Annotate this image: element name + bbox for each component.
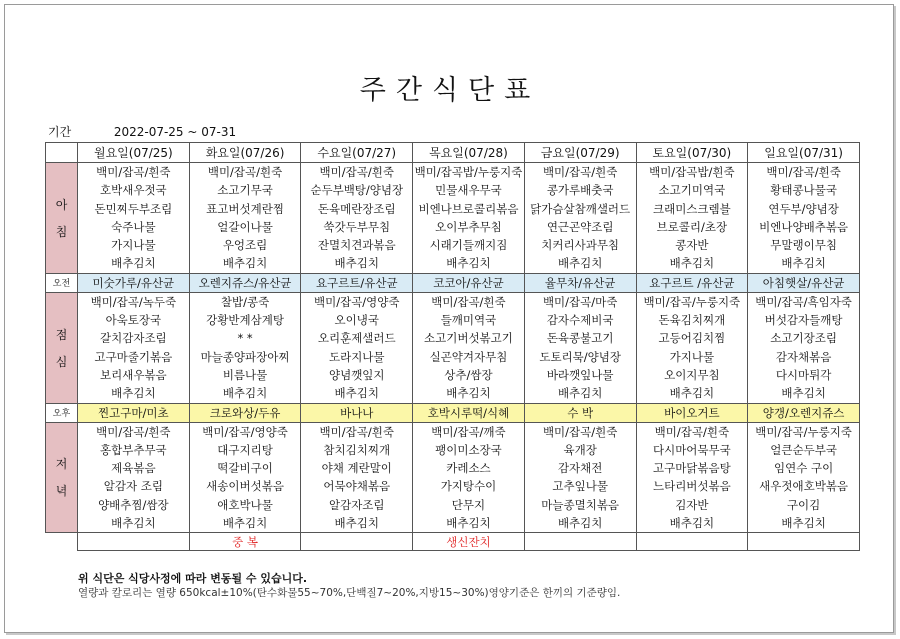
menu-item: 순두부백탕/양념장 [310,183,404,198]
menu-item: 백미/잡곡/흰죽 [542,165,618,179]
pm_snack-item: 찐고구마/미초 [78,403,190,422]
menu-item: 참치김치찌개 [323,442,391,457]
menu-item: 배추김치 [781,386,826,401]
breakfast-day-cell [524,163,636,274]
day-header: 수요일(07/27) [301,143,413,163]
menu-item: 배추김치 [446,516,491,531]
menu-item: 콩가루배춧국 [546,183,614,198]
day-header: 토요일(07/30) [636,143,748,163]
special-note: 생신잔치 [413,533,525,551]
menu-item: 백미/잡곡/흰죽 [96,165,171,179]
pm_snack-item: 호박시루떡/식혜 [413,403,525,422]
menu-item: 백미/잡곡밥/누룽지죽 [414,165,523,179]
day-header-row [46,143,860,163]
am_snack-item: 미숫가루/유산균 [78,273,190,292]
breakfast-label [46,163,78,274]
menu-item: 소고기무국 [217,183,273,198]
am_snack-item: 오렌지쥬스/유산균 [189,273,301,292]
menu-item: 배추김치 [557,386,603,401]
menu-item: 배추김치 [557,516,603,531]
pm_snack-item: 양갱/오렌지쥬스 [748,403,860,422]
menu-item: 오리훈제샐러드 [317,331,396,346]
day-header: 화요일(07/26) [189,143,301,163]
menu-item: 배추김치 [334,256,379,271]
lunch-day-cell [189,292,301,403]
menu-item: 얼갈이나물 [217,219,273,234]
menu-item: 표고버섯계란찜 [206,201,284,216]
special-notes-row [46,533,860,551]
menu-item: 마늘종멸치볶음 [541,497,620,512]
menu-item: 콩자반 [675,238,709,253]
breakfast-day-cell [189,163,301,274]
pm_snack-item: 바나나 [301,403,413,422]
page-title: 주간식단표 [359,75,541,106]
menu-item: 느타리버섯볶음 [652,479,731,494]
menu-item: 백미/잡곡/누룽지죽 [755,424,852,439]
menu-item: 도라지나물 [328,349,385,364]
menu-item: 바라깻잎나물 [546,367,614,382]
menu-item: 돈육메란장조림 [317,201,396,216]
am_snack-item: 요구르트 /유산균 [636,273,748,292]
breakfast-day-cell [78,163,190,274]
period-value: 2022-07-25 ~ 07-31 [113,125,237,139]
special-note [78,533,190,551]
menu-item: 백미/잡곡/누룽지죽 [643,294,741,309]
menu-item: 떡갈비구이 [217,461,273,476]
menu-item: 단무지 [451,497,486,512]
menu-item: 알감자조림 [328,497,385,512]
menu-item: 소고기장조림 [770,331,837,346]
menu-item: 제육볶음 [111,461,156,476]
menu-item: 시래기들깨지짐 [429,238,508,253]
menu-item: 야채 계란말이 [321,461,392,476]
pm_snack-item: 수 박 [524,403,636,422]
menu-item: 버섯감자들깨탕 [764,313,843,328]
menu-item: 배추김치 [557,256,603,271]
menu-item: 백미/잡곡/흰죽 [766,165,841,179]
menu-item: 무말랭이무침 [770,238,837,253]
lunch-row [46,292,860,403]
special-note [301,533,413,551]
nutrition-text: 열량과 칼로리는 열량 650kcal±10%(탄수화물55~70%,단백질7~20%,지방15~30%)영양기준은 한끼의 기준량임. [78,587,621,599]
menu-item: 대구지리탕 [217,442,273,457]
menu-item: 쑥갓두부무침 [323,219,391,234]
menu-item: 배추김치 [781,256,826,271]
menu-item: 감자채볶음 [775,349,832,364]
menu-item: 배추김치 [669,256,715,271]
corner-cell [46,143,78,163]
menu-item: 백미/잡곡/깨죽 [431,424,506,439]
breakfast-day-cell [413,163,525,274]
dinner-day-cell [189,422,301,533]
menu-item: 실곤약겨자무침 [429,349,508,364]
menu-item: 구이김 [786,497,821,512]
am_snack-item: 율무차/유산균 [524,273,636,292]
menu-item: 배추김치 [781,516,826,531]
menu-item: 배추김치 [222,516,268,531]
pm_snack-row [46,403,860,422]
menu-item: 돈민찌두부조림 [94,201,173,216]
menu-item: 보리새우볶음 [100,367,167,382]
menu-item: 고구마줄기볶음 [94,349,173,364]
dinner-row [46,422,860,533]
menu-item: 돈육콩불고기 [546,331,614,346]
dinner-day-cell [636,422,748,533]
menu-item: 백미/잡곡/영양죽 [202,424,288,439]
menu-item: 배추김치 [334,516,379,531]
special-note [524,533,636,551]
am_snack-item: 코코아/유산균 [413,273,525,292]
menu-item: 비엔나브로콜리볶음 [418,201,519,216]
menu-item: 마늘종양파장아찌 [200,349,290,364]
pm_snack-item: 바이오거트 [636,403,748,422]
dinner-label-char: 저 [55,457,68,472]
menu-item: 육개장 [563,442,597,457]
menu-item: 홍합부추무국 [100,442,167,457]
special-note: 중 복 [189,533,301,551]
menu-item: 새우젓애호박볶음 [759,479,849,494]
dinner-day-cell [78,422,190,533]
dinner-day-cell [301,422,413,533]
menu-item: 연두부/양념장 [768,201,839,216]
menu-item: 어묵야채볶음 [323,479,391,494]
pm_snack-item: 크로와상/두유 [189,403,301,422]
dinner-day-cell [413,422,525,533]
special-note [636,533,748,551]
notes-label [46,533,78,551]
menu-item: 배추김치 [334,386,379,401]
menu-item: 닭가슴살참깨샐러드 [530,201,631,216]
menu-item: 치커리사과무침 [541,238,620,253]
lunch-label [46,292,78,403]
lunch-day-cell [413,292,525,403]
period-label: 기간 [48,125,72,139]
menu-item: 김자반 [675,497,709,512]
menu-item: * * [237,331,253,346]
dinner-day-cell [748,422,860,533]
menu-item: 다시마튀각 [775,367,832,382]
menu-item: 가지나물 [111,238,156,253]
period [48,123,236,140]
breakfast-day-cell [301,163,413,274]
menu-item: 양배추찜/쌈장 [98,497,169,512]
menu-item: 배추김치 [669,516,715,531]
am_snack-row [46,273,860,292]
menu-item: 오이지무침 [664,367,720,382]
menu-item: 배추김치 [111,256,156,271]
menu-item: 가지나물 [669,349,715,364]
menu-item: 배추김치 [111,516,156,531]
notice-text: 위 식단은 식당사정에 따라 변동될 수 있습니다. [78,572,308,585]
menu-item: 새송이버섯볶음 [206,479,284,494]
menu-item: 소고기버섯볶고기 [424,331,513,346]
menu-item: 알감자 조림 [103,479,163,494]
breakfast-label-char: 아 [55,197,68,212]
menu-item: 백미/잡곡/영양죽 [314,294,400,309]
lunch-day-cell [636,292,748,403]
menu-item: 고구마닭볶음탕 [652,461,731,476]
dinner-label-char: 녁 [55,484,68,499]
menu-item: 호박새우젓국 [100,183,167,198]
menu-item: 배추김치 [222,386,268,401]
menu-item: 배추김치 [446,256,491,271]
menu-item: 강황반계삼계탕 [206,313,284,328]
breakfast-day-cell [748,163,860,274]
breakfast-row [46,163,860,274]
dinner-label [46,422,78,533]
menu-table [45,142,860,551]
menu-item: 우엉조림 [222,238,268,253]
menu-item: 비름나물 [222,367,268,382]
menu-item: 백미/잡곡/흰죽 [431,294,506,309]
menu-item: 잔멸치견과볶음 [317,238,396,253]
menu-item: 숙주나물 [111,219,156,234]
pm_snack-label: 오후 [46,403,78,422]
menu-item: 비엔나양배추볶음 [759,219,849,234]
am_snack-label: 오전 [46,273,78,292]
menu-item: 백미/잡곡/흰죽 [207,165,283,179]
menu-item: 임연수 구이 [774,461,834,476]
menu-item: 백미/잡곡밥/흰죽 [649,165,735,179]
am_snack-item: 아침햇살/유산균 [748,273,860,292]
menu-item: 오이냉국 [334,313,379,328]
menu-item: 애호박나물 [217,497,273,512]
menu-item: 백미/잡곡/흰죽 [542,424,618,439]
menu-item: 갈치감자조림 [100,331,167,346]
day-header: 일요일(07/31) [748,143,860,163]
menu-item: 카레소스 [446,461,491,476]
menu-item: 배추김치 [222,256,268,271]
menu-item: 양념깻잎지 [328,367,385,382]
menu-item: 다시마어묵무국 [652,442,731,457]
am_snack-item: 요구르트/유산균 [301,273,413,292]
menu-item: 배추김치 [111,386,156,401]
menu-item: 오이부추무침 [435,219,502,234]
menu-item: 연근곤약조림 [546,219,614,234]
menu-item: 감자수제비국 [546,313,614,328]
menu-item: 백미/잡곡/흑임자죽 [755,294,852,309]
menu-item: 아욱토장국 [105,313,162,328]
menu-item: 배추김치 [446,386,491,401]
menu-item: 감자채전 [557,461,603,476]
menu-item: 황태콩나물국 [770,183,837,198]
menu-item: 소고기미역국 [658,183,726,198]
day-header: 목요일(07/28) [413,143,525,163]
menu-item: 얼큰순두부국 [770,442,837,457]
menu-item: 백미/잡곡/녹두죽 [90,294,177,309]
breakfast-label-char: 침 [55,224,68,239]
menu-item: 민물새우무국 [435,183,502,198]
menu-item: 상추/쌈장 [444,367,493,382]
menu-item: 가지탕수이 [440,479,497,494]
lunch-day-cell [301,292,413,403]
menu-item: 백미/잡곡/흰죽 [654,424,730,439]
menu-item: 브로콜리/초장 [656,219,728,234]
menu-item: 도토리묵/양념장 [539,349,621,364]
day-header: 금요일(07/29) [524,143,636,163]
menu-item: 찰밥/콩죽 [220,294,270,309]
dinner-day-cell [524,422,636,533]
menu-item: 팽이미소장국 [435,442,502,457]
lunch-label-char: 점 [55,327,68,342]
menu-item: 돈육김치찌개 [658,313,726,328]
menu-item: 고등어김치찜 [658,331,726,346]
menu-item: 배추김치 [669,386,715,401]
lunch-day-cell [78,292,190,403]
lunch-label-char: 심 [55,354,68,369]
menu-item: 들깨미역국 [440,313,497,328]
day-header: 월요일(07/25) [78,143,190,163]
lunch-day-cell [748,292,860,403]
special-note [748,533,860,551]
menu-item: 백미/잡곡/흰죽 [96,424,171,439]
menu-item: 크래미스크렘블 [652,201,731,216]
menu-item: 백미/잡곡/마죽 [542,294,618,309]
lunch-day-cell [524,292,636,403]
breakfast-day-cell [636,163,748,274]
menu-item: 고추잎나물 [552,479,608,494]
menu-item: 백미/잡곡/흰죽 [319,424,394,439]
menu-item: 백미/잡곡/흰죽 [319,165,394,179]
